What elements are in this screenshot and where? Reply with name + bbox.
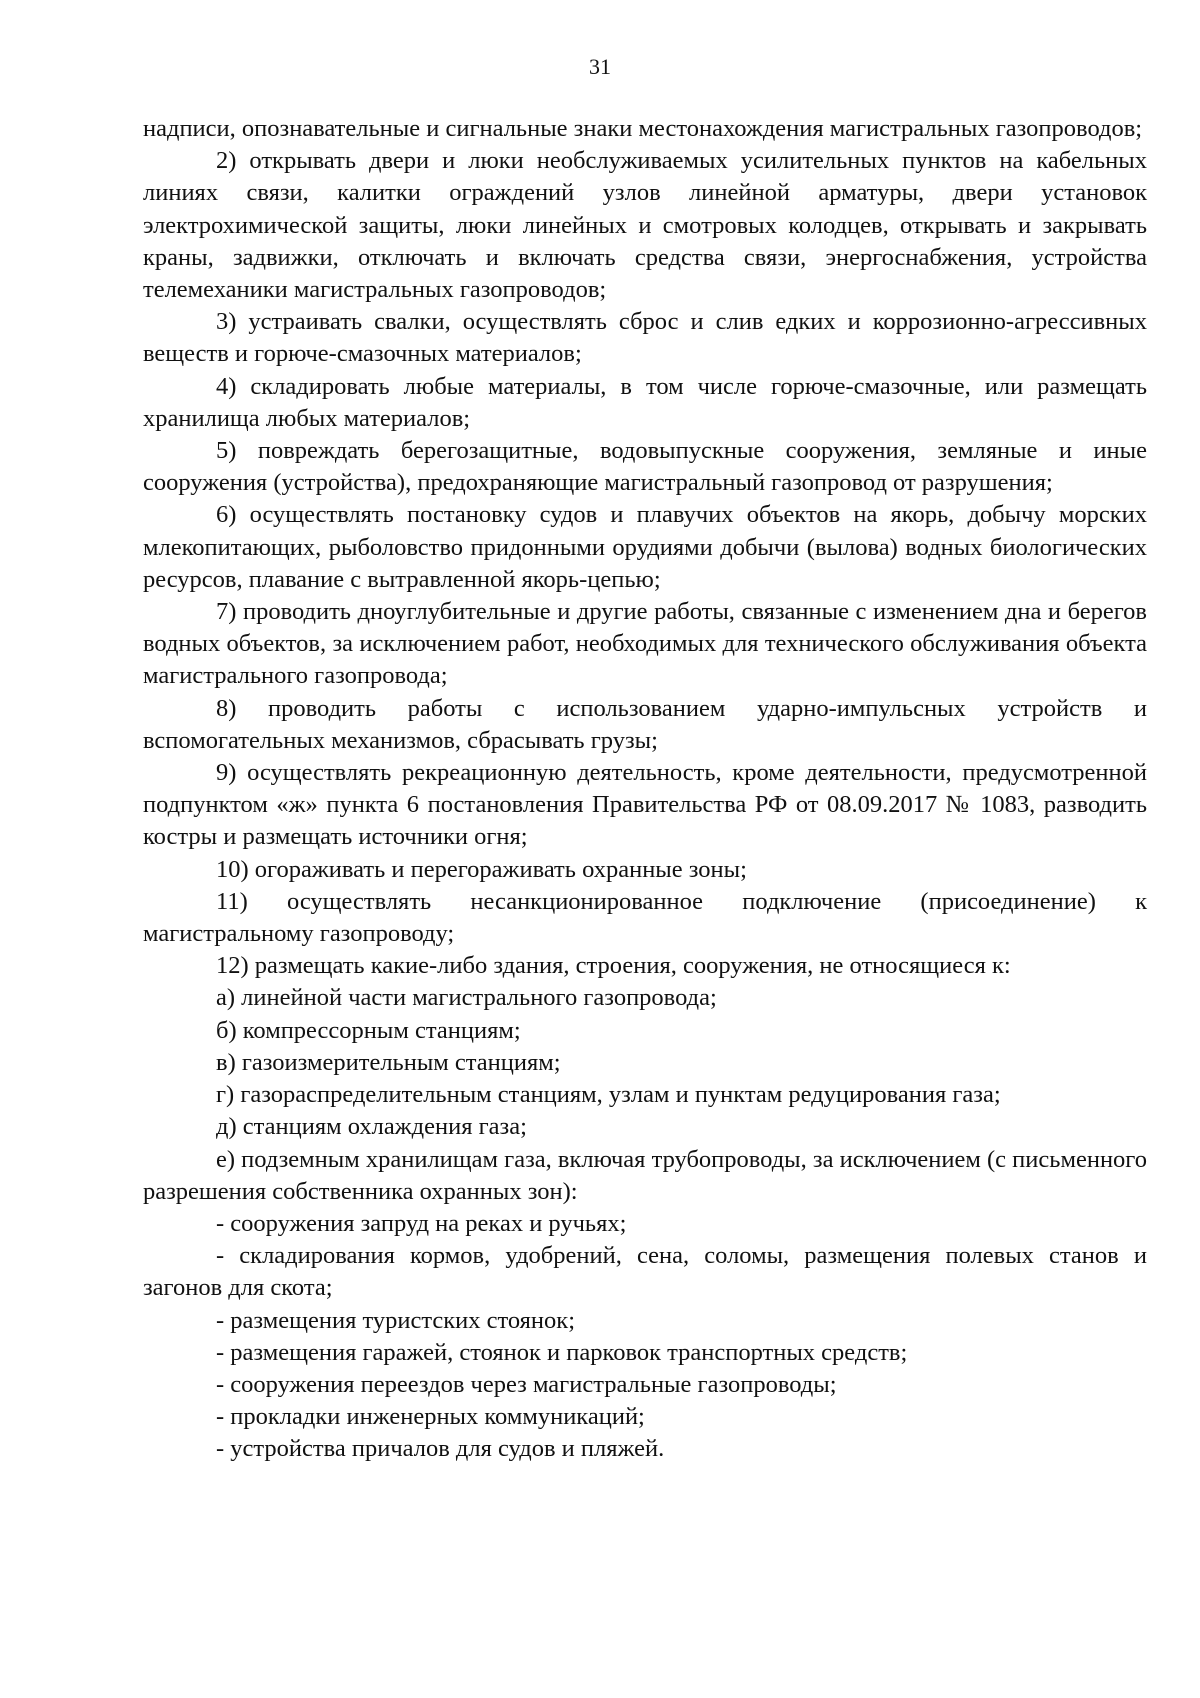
dash-item: - сооружения переездов через магистральные газопроводы; bbox=[216, 1370, 837, 1398]
dash-item: - размещения туристских стоянок; bbox=[216, 1306, 575, 1334]
paragraph-item-11: 11) осуществлять несанкционированное подключение (присоединение) к магистральному газопроводу; bbox=[143, 887, 1147, 948]
paragraph-item-2: 2) открывать двери и люки необслуживаемых усилительных пунктов на кабельных линиях связи, калитки ограждений узлов линейной арматуры, двери установок электрохимической защиты, люки линейных и смотровых колодцев, открывать и закрывать краны, задвижки, отключать и включать средства связи, энергоснабжения, устройства телемеханики магистральных газопроводов; bbox=[143, 147, 1147, 304]
paragraph-item-6: 6) осуществлять постановку судов и плавучих объектов на якорь, добычу морских млекопитающих, рыболовство придонными орудиями добычи (вылова) водных биологических ресурсов, плавание с вытравленной якорь-цепью; bbox=[143, 501, 1147, 593]
paragraph-item-3: 3) устраивать свалки, осуществлять сброс и слив едких и коррозионно-агрессивных веществ и горюче-смазочных материалов; bbox=[143, 308, 1147, 368]
dash-item: - устройства причалов для судов и пляжей. bbox=[216, 1435, 665, 1463]
page-number: 31 bbox=[589, 54, 611, 79]
paragraph-item-7: 7) проводить дноуглубительные и другие работы, связанные с изменением дна и берегов водных объектов, за исключением работ, необходимых для технического обслуживания объекта магистрального газопровода; bbox=[143, 598, 1147, 690]
paragraph-item-5: 5) повреждать берегозащитные, водовыпускные сооружения, земляные и иные сооружения (устройства), предохраняющие магистральный газопровод от разрушения; bbox=[143, 437, 1147, 497]
paragraph-item-4: 4) складировать любые материалы, в том числе горюче-смазочные, или размещать хранилища любых материалов; bbox=[143, 372, 1147, 432]
paragraph-item-10: 10) огораживать и перегораживать охранные зоны; bbox=[216, 855, 747, 883]
dash-item: - прокладки инженерных коммуникаций; bbox=[216, 1403, 645, 1431]
paragraph-item-8: 8) проводить работы с использованием ударно-импульсных устройств и вспомогательных механизмов, сбрасывать грузы; bbox=[143, 694, 1147, 754]
dash-item: - размещения гаражей, стоянок и парковок транспортных средств; bbox=[216, 1338, 908, 1366]
subitem-b: б) компрессорным станциям; bbox=[216, 1016, 521, 1044]
dash-item: - складирования кормов, удобрений, сена, соломы, размещения полевых станов и загонов для скота; bbox=[143, 1242, 1147, 1302]
paragraph-item-9: 9) осуществлять рекреационную деятельность, кроме деятельности, предусмотренной подпунктом «ж» пункта 6 постановления Правительства РФ от 08.09.2017 № 1083, разводить костры и размещать источники огня; bbox=[143, 759, 1147, 851]
paragraph-item-12: 12) размещать какие-либо здания, строения, сооружения, не относящиеся к: bbox=[216, 952, 1011, 980]
subitem-e: е) подземным хранилищам газа, включая трубопроводы, за исключением (с письменного разрешения собственника охранных зон): bbox=[143, 1145, 1147, 1205]
subitem-g: г) газораспределительным станциям, узлам и пунктам редуцирования газа; bbox=[216, 1081, 1001, 1109]
subitem-a: а) линейной части магистрального газопровода; bbox=[216, 984, 717, 1012]
document-body bbox=[143, 113, 1147, 1466]
subitem-d: д) станциям охлаждения газа; bbox=[216, 1113, 527, 1141]
paragraph-continuation: надписи, опознавательные и сигнальные знаки местонахождения магистральных газопроводов; bbox=[143, 115, 1143, 142]
dash-item: - сооружения запруд на реках и ручьях; bbox=[216, 1209, 627, 1237]
subitem-v: в) газоизмерительным станциям; bbox=[216, 1048, 561, 1076]
